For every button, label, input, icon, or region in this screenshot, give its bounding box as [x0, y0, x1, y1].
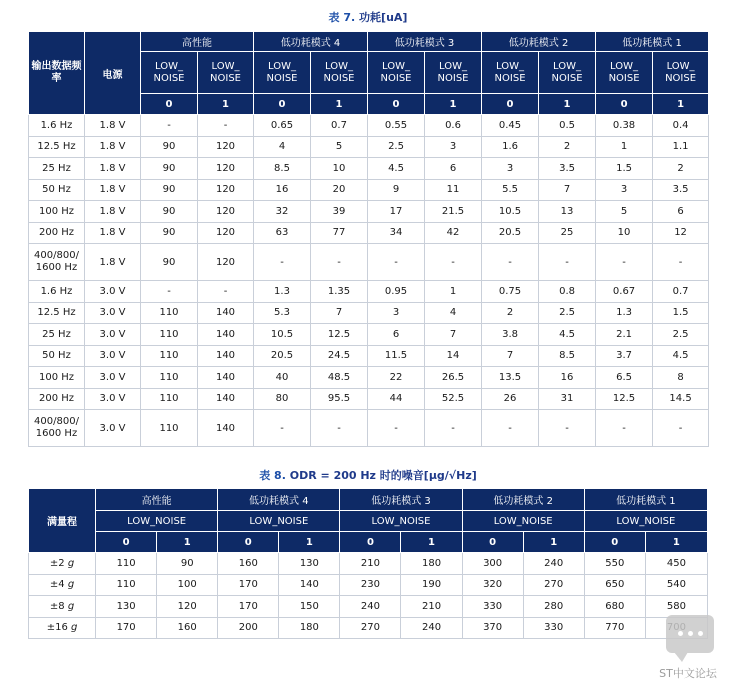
value-cell: 44 [368, 388, 425, 410]
table-row [29, 388, 709, 410]
value-cell: 1.5 [653, 302, 709, 324]
value-cell: 11.5 [368, 345, 425, 367]
unit-g: g [67, 600, 75, 612]
group-header: 低功耗模式 4 [254, 32, 368, 52]
supply-cell: 3.0 V [85, 324, 141, 346]
group-header: 高性能 [96, 489, 218, 511]
sub-header-low-noise: LOW_ NOISE [368, 52, 425, 94]
table-row [29, 324, 709, 346]
value-cell: 10.5 [254, 324, 311, 346]
value-cell: 13 [539, 201, 596, 223]
sub-header-bit: 0 [482, 94, 539, 115]
range-cell: ±2 g [29, 553, 96, 575]
table-row [29, 617, 708, 639]
value-cell: - [482, 410, 539, 447]
group-header: 高性能 [141, 32, 254, 52]
value-cell: 10 [596, 222, 653, 244]
value-cell: 0.5 [539, 115, 596, 137]
value-cell: 14 [425, 345, 482, 367]
value-cell: 25 [539, 222, 596, 244]
value-cell: 42 [425, 222, 482, 244]
value-cell: 320 [462, 574, 523, 596]
value-cell: 63 [254, 222, 311, 244]
value-cell: 34 [368, 222, 425, 244]
unit-g: g [71, 622, 78, 634]
value-cell: 170 [218, 574, 279, 596]
table-row [29, 115, 709, 137]
value-cell: - [425, 410, 482, 447]
table-row [29, 553, 708, 575]
value-cell: 140 [198, 324, 254, 346]
value-cell: 22 [368, 367, 425, 389]
value-cell: 770 [584, 617, 645, 639]
sub-header-bit: 1 [279, 532, 340, 553]
value-cell: 2 [653, 158, 709, 180]
unit-g: g [67, 557, 75, 569]
table-row [29, 179, 709, 201]
value-cell: 210 [340, 553, 401, 575]
supply-cell: 3.0 V [85, 345, 141, 367]
value-cell: 550 [584, 553, 645, 575]
value-cell: 0.75 [482, 281, 539, 303]
value-cell: 8.5 [254, 158, 311, 180]
value-cell: 330 [523, 617, 584, 639]
supply-cell: 3.0 V [85, 281, 141, 303]
value-cell: 26.5 [425, 367, 482, 389]
sub-header-bit: 1 [157, 532, 218, 553]
group-header: 低功耗模式 1 [584, 489, 707, 511]
value-cell: 580 [645, 596, 707, 618]
odr-cell: 50 Hz [29, 345, 85, 367]
col-header-supply: 电源 [85, 32, 141, 115]
table-row [29, 201, 709, 223]
supply-cell: 3.0 V [85, 302, 141, 324]
value-cell: - [653, 410, 709, 447]
sub-header-bit: 0 [596, 94, 653, 115]
value-cell: 150 [279, 596, 340, 618]
value-cell: 0.7 [653, 281, 709, 303]
value-cell: 1.3 [596, 302, 653, 324]
value-cell: 450 [645, 553, 707, 575]
value-cell: 90 [141, 244, 198, 281]
value-cell: 240 [401, 617, 462, 639]
value-cell: 140 [198, 410, 254, 447]
value-cell: 3 [482, 158, 539, 180]
supply-cell: 1.8 V [85, 244, 141, 281]
table7-caption: 表 7. 功耗[uA] [328, 11, 408, 24]
value-cell: 120 [198, 158, 254, 180]
sub-header-bit: 1 [198, 94, 254, 115]
value-cell: - [198, 115, 254, 137]
table-row [29, 136, 709, 158]
value-cell: 270 [523, 574, 584, 596]
value-cell: 52.5 [425, 388, 482, 410]
value-cell: 95.5 [311, 388, 368, 410]
value-cell: 140 [198, 345, 254, 367]
value-cell: 170 [218, 596, 279, 618]
sub-header-bit: 0 [368, 94, 425, 115]
value-cell: 90 [141, 222, 198, 244]
odr-cell: 400/800/ 1600 Hz [29, 410, 85, 447]
value-cell: 110 [141, 367, 198, 389]
value-cell: 40 [254, 367, 311, 389]
value-cell: - [311, 410, 368, 447]
sub-header-bit: 0 [218, 532, 279, 553]
sub-header-bit: 1 [539, 94, 596, 115]
supply-cell: 1.8 V [85, 179, 141, 201]
sub-header-low-noise: LOW_ NOISE [482, 52, 539, 94]
sub-header-bit: 0 [96, 532, 157, 553]
value-cell: 140 [198, 302, 254, 324]
table-row [29, 222, 709, 244]
value-cell: 3.8 [482, 324, 539, 346]
value-cell: 110 [141, 324, 198, 346]
value-cell: 3 [368, 302, 425, 324]
sub-header-bit: 1 [645, 532, 707, 553]
value-cell: 110 [141, 345, 198, 367]
value-cell: 9 [368, 179, 425, 201]
value-cell: 90 [157, 553, 218, 575]
table-row [29, 596, 708, 618]
group-header: 低功耗模式 4 [218, 489, 340, 511]
value-cell: 0.45 [482, 115, 539, 137]
range-cell: ±4 g [29, 574, 96, 596]
table-row [29, 302, 709, 324]
range-cell: ±16 g [29, 617, 96, 639]
sub-header-low-noise: LOW_ NOISE [311, 52, 368, 94]
value-cell: 0.4 [653, 115, 709, 137]
value-cell: 1 [425, 281, 482, 303]
supply-cell: 3.0 V [85, 388, 141, 410]
sub-header-low-noise: LOW_ NOISE [198, 52, 254, 94]
value-cell: 90 [141, 179, 198, 201]
col-header-full-scale: 满量程 [29, 489, 96, 553]
value-cell: - [198, 281, 254, 303]
value-cell: - [653, 244, 709, 281]
supply-cell: 3.0 V [85, 410, 141, 447]
value-cell: - [539, 244, 596, 281]
value-cell: 24.5 [311, 345, 368, 367]
value-cell: 20.5 [254, 345, 311, 367]
value-cell: 1 [596, 136, 653, 158]
value-cell: 120 [198, 222, 254, 244]
value-cell: 160 [218, 553, 279, 575]
table-row [29, 158, 709, 180]
value-cell: 140 [279, 574, 340, 596]
odr-cell: 200 Hz [29, 222, 85, 244]
value-cell: 3 [425, 136, 482, 158]
value-cell: 77 [311, 222, 368, 244]
sub-header-bit: 1 [653, 94, 709, 115]
value-cell: 190 [401, 574, 462, 596]
value-cell: 13.5 [482, 367, 539, 389]
value-cell: 90 [141, 201, 198, 223]
table-row [29, 367, 709, 389]
odr-cell: 12.5 Hz [29, 136, 85, 158]
value-cell: - [596, 410, 653, 447]
value-cell: 180 [279, 617, 340, 639]
value-cell: 10 [311, 158, 368, 180]
value-cell: 6 [653, 201, 709, 223]
value-cell: 0.6 [425, 115, 482, 137]
value-cell: 0.7 [311, 115, 368, 137]
value-cell: 16 [539, 367, 596, 389]
sub-header-bit: 0 [584, 532, 645, 553]
group-header: 低功耗模式 2 [482, 32, 596, 52]
value-cell: 330 [462, 596, 523, 618]
sub-header-low-noise: LOW_ NOISE [653, 52, 709, 94]
group-header: 低功耗模式 3 [340, 489, 462, 511]
value-cell: - [368, 244, 425, 281]
value-cell: 12.5 [311, 324, 368, 346]
range-cell: ±8 g [29, 596, 96, 618]
value-cell: - [425, 244, 482, 281]
value-cell: 140 [198, 367, 254, 389]
value-cell: 240 [523, 553, 584, 575]
value-cell: - [311, 244, 368, 281]
odr-cell: 50 Hz [29, 179, 85, 201]
value-cell: 4.5 [653, 345, 709, 367]
value-cell: 10.5 [482, 201, 539, 223]
value-cell: - [482, 244, 539, 281]
value-cell: 90 [141, 136, 198, 158]
value-cell: 3 [596, 179, 653, 201]
table8-caption: 表 8. ODR = 200 Hz 时的噪音[µg/√Hz] [259, 469, 477, 482]
sub-header-low-noise: LOW_ NOISE [141, 52, 198, 94]
sub-header-low-noise: LOW_NOISE [584, 511, 707, 532]
value-cell: 4.5 [368, 158, 425, 180]
value-cell: 1.35 [311, 281, 368, 303]
value-cell: 2 [482, 302, 539, 324]
value-cell: 80 [254, 388, 311, 410]
value-cell: 5.3 [254, 302, 311, 324]
value-cell: 1.5 [596, 158, 653, 180]
odr-cell: 100 Hz [29, 201, 85, 223]
value-cell: 300 [462, 553, 523, 575]
value-cell: 370 [462, 617, 523, 639]
value-cell: 12 [653, 222, 709, 244]
supply-cell: 1.8 V [85, 136, 141, 158]
value-cell: 650 [584, 574, 645, 596]
sub-header-low-noise: LOW_NOISE [340, 511, 462, 532]
sub-header-bit: 1 [311, 94, 368, 115]
value-cell: - [596, 244, 653, 281]
value-cell: 2.5 [368, 136, 425, 158]
value-cell: 11 [425, 179, 482, 201]
forum-watermark: ST中文论坛 [648, 605, 728, 685]
group-header: 低功耗模式 1 [596, 32, 709, 52]
value-cell: 180 [401, 553, 462, 575]
value-cell: 110 [141, 302, 198, 324]
value-cell: 20 [311, 179, 368, 201]
odr-cell: 100 Hz [29, 367, 85, 389]
sub-header-low-noise: LOW_ NOISE [425, 52, 482, 94]
value-cell: 110 [141, 388, 198, 410]
odr-cell: 12.5 Hz [29, 302, 85, 324]
supply-cell: 1.8 V [85, 115, 141, 137]
value-cell: 2.5 [653, 324, 709, 346]
value-cell: - [539, 410, 596, 447]
value-cell: - [141, 281, 198, 303]
value-cell: 17 [368, 201, 425, 223]
table-row [29, 244, 709, 281]
value-cell: 0.95 [368, 281, 425, 303]
odr-cell: 1.6 Hz [29, 281, 85, 303]
noise-table [28, 488, 708, 639]
table-row [29, 410, 709, 447]
value-cell: 280 [523, 596, 584, 618]
value-cell: 8.5 [539, 345, 596, 367]
value-cell: 3.7 [596, 345, 653, 367]
sub-header-low-noise: LOW_NOISE [462, 511, 584, 532]
value-cell: 7 [425, 324, 482, 346]
value-cell: 130 [279, 553, 340, 575]
value-cell: 0.8 [539, 281, 596, 303]
group-header: 低功耗模式 3 [368, 32, 482, 52]
value-cell: 32 [254, 201, 311, 223]
value-cell: - [368, 410, 425, 447]
value-cell: 31 [539, 388, 596, 410]
value-cell: 4.5 [539, 324, 596, 346]
value-cell: 540 [645, 574, 707, 596]
chat-bubble-icon [666, 615, 714, 653]
value-cell: 160 [157, 617, 218, 639]
sub-header-low-noise: LOW_ NOISE [539, 52, 596, 94]
value-cell: 7 [311, 302, 368, 324]
value-cell: 1.1 [653, 136, 709, 158]
value-cell: 210 [401, 596, 462, 618]
sub-header-bit: 1 [425, 94, 482, 115]
value-cell: 120 [157, 596, 218, 618]
value-cell: 240 [340, 596, 401, 618]
value-cell: 5 [596, 201, 653, 223]
value-cell: 5.5 [482, 179, 539, 201]
sub-header-bit: 1 [401, 532, 462, 553]
value-cell: 100 [157, 574, 218, 596]
value-cell: 39 [311, 201, 368, 223]
odr-cell: 25 Hz [29, 324, 85, 346]
value-cell: 48.5 [311, 367, 368, 389]
value-cell: 12.5 [596, 388, 653, 410]
sub-header-bit: 0 [340, 532, 401, 553]
power-consumption-table [28, 31, 709, 447]
supply-cell: 1.8 V [85, 158, 141, 180]
odr-cell: 1.6 Hz [29, 115, 85, 137]
value-cell: 1.3 [254, 281, 311, 303]
value-cell: 6.5 [596, 367, 653, 389]
odr-cell: 400/800/ 1600 Hz [29, 244, 85, 281]
value-cell: 110 [96, 574, 157, 596]
table-row [29, 574, 708, 596]
value-cell: 26 [482, 388, 539, 410]
value-cell: 21.5 [425, 201, 482, 223]
value-cell: 2 [539, 136, 596, 158]
value-cell: 680 [584, 596, 645, 618]
supply-cell: 3.0 V [85, 367, 141, 389]
sub-header-low-noise: LOW_NOISE [96, 511, 218, 532]
value-cell: - [254, 410, 311, 447]
sub-header-low-noise: LOW_NOISE [218, 511, 340, 532]
value-cell: 110 [96, 553, 157, 575]
value-cell: 6 [425, 158, 482, 180]
supply-cell: 1.8 V [85, 222, 141, 244]
group-header: 低功耗模式 2 [462, 489, 584, 511]
value-cell: 8 [653, 367, 709, 389]
value-cell: 4 [425, 302, 482, 324]
sub-header-bit: 0 [462, 532, 523, 553]
value-cell: 230 [340, 574, 401, 596]
odr-cell: 200 Hz [29, 388, 85, 410]
value-cell: 7 [539, 179, 596, 201]
value-cell: 120 [198, 244, 254, 281]
value-cell: 1.6 [482, 136, 539, 158]
value-cell: - [141, 115, 198, 137]
value-cell: 0.55 [368, 115, 425, 137]
table-row [29, 345, 709, 367]
sub-header-low-noise: LOW_ NOISE [254, 52, 311, 94]
value-cell: 14.5 [653, 388, 709, 410]
value-cell: 270 [340, 617, 401, 639]
value-cell: 140 [198, 388, 254, 410]
value-cell: 120 [198, 136, 254, 158]
value-cell: 200 [218, 617, 279, 639]
unit-g: g [67, 579, 75, 591]
value-cell: 5 [311, 136, 368, 158]
value-cell: 0.65 [254, 115, 311, 137]
value-cell: 3.5 [539, 158, 596, 180]
value-cell: 2.1 [596, 324, 653, 346]
value-cell: 90 [141, 158, 198, 180]
value-cell: 20.5 [482, 222, 539, 244]
value-cell: 120 [198, 179, 254, 201]
col-header-odr: 输出数据频率 [29, 32, 85, 115]
value-cell: 16 [254, 179, 311, 201]
supply-cell: 1.8 V [85, 201, 141, 223]
sub-header-low-noise: LOW_ NOISE [596, 52, 653, 94]
value-cell: 120 [198, 201, 254, 223]
value-cell: 0.67 [596, 281, 653, 303]
table-row [29, 281, 709, 303]
value-cell: 170 [96, 617, 157, 639]
value-cell: - [254, 244, 311, 281]
value-cell: 110 [141, 410, 198, 447]
value-cell: 4 [254, 136, 311, 158]
sub-header-bit: 1 [523, 532, 584, 553]
sub-header-bit: 0 [254, 94, 311, 115]
value-cell: 130 [96, 596, 157, 618]
value-cell: 7 [482, 345, 539, 367]
odr-cell: 25 Hz [29, 158, 85, 180]
sub-header-bit: 0 [141, 94, 198, 115]
value-cell: 6 [368, 324, 425, 346]
value-cell: 2.5 [539, 302, 596, 324]
value-cell: 3.5 [653, 179, 709, 201]
value-cell: 0.38 [596, 115, 653, 137]
